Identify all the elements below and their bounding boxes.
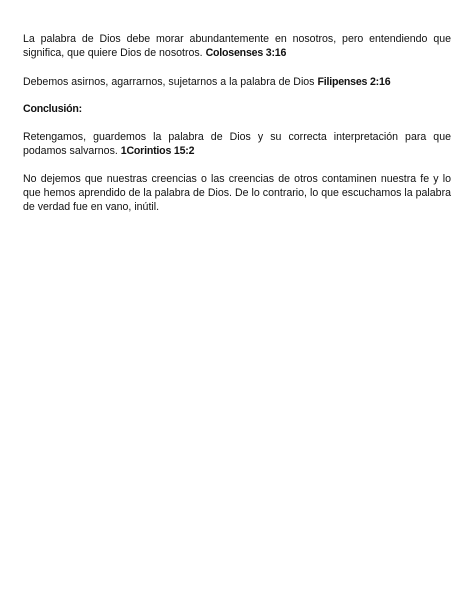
paragraph-text: No dejemos que nuestras creencias o las creencias de otros contaminen nuestra fe y lo que hemos aprendido de la palabra de Dios. De lo contrario, lo que escuchamos la palabra de verdad fue en vano, inútil. (23, 173, 451, 213)
bible-reference: Filipenses 2:16 (317, 76, 391, 88)
bible-reference: 1Corintios 15:2 (120, 145, 195, 157)
conclusion-heading: Conclusión: (23, 103, 83, 115)
paragraph-text: Debemos asirnos, agarrarnos, sujetarnos a la palabra de Dios (23, 76, 318, 88)
paragraph-final (23, 172, 451, 214)
paragraph-text: Retengamos, guardemos la palabra de Dios y su correcta interpretación para que podamos salvarnos. (23, 131, 451, 157)
paragraph-filipenses (23, 75, 451, 89)
document-body (23, 32, 451, 214)
paragraph-text: La palabra de Dios debe morar abundantemente en nosotros, pero entendiendo que significa, que quiere Dios de nosotros. (23, 33, 451, 59)
bible-reference: Colosenses 3:16 (205, 47, 287, 59)
paragraph-colosenses (23, 32, 451, 60)
paragraph-corintios (23, 130, 451, 158)
